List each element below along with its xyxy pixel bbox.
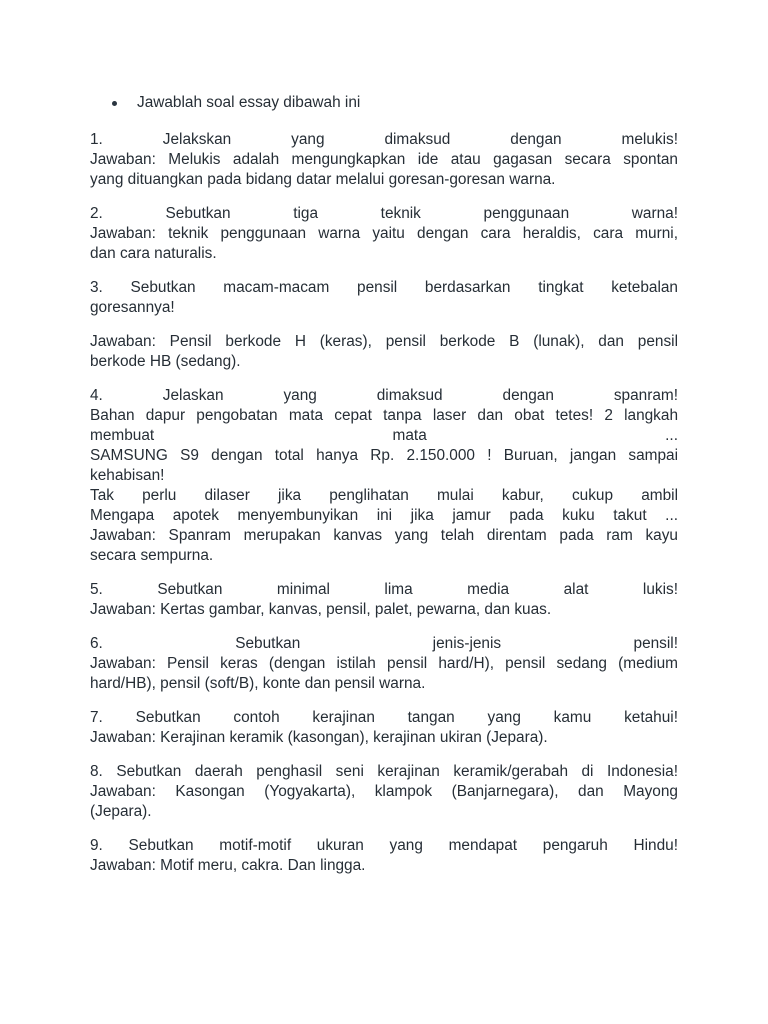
question-paragraph (90, 580, 678, 620)
bullet-heading (112, 92, 678, 114)
text-line: secara sempurna. (90, 547, 214, 564)
question-paragraph (90, 386, 678, 566)
text-line: Jawaban: Pensil berkode H (keras), pensil berkode B (lunak), dan pensil (90, 333, 678, 350)
question-paragraph (90, 762, 678, 822)
heading-text: Jawablah soal essay dibawah ini (137, 94, 361, 111)
text-line: 4. Jelaskan yang dimaksud dengan spanram! (90, 387, 678, 404)
text-line: dan cara naturalis. (90, 245, 217, 262)
text-line: Jawaban: Kertas gambar, kanvas, pensil, palet, pewarna, dan kuas. (90, 601, 552, 618)
question-paragraph (90, 204, 678, 264)
text-line: 3. Sebutkan macam-macam pensil berdasarkan tingkat ketebalan (90, 279, 678, 296)
text-line: Tak perlu dilaser jika penglihatan mulai kabur, cukup ambil (90, 487, 678, 504)
text-line: Jawaban: Motif meru, cakra. Dan lingga. (90, 857, 366, 874)
text-line: 6. Sebutkan jenis-jenis pensil! (90, 635, 678, 652)
text-line: Jawaban: Pensil keras (dengan istilah pensil hard/H), pensil sedang (medium (90, 655, 678, 672)
text-line: 2. Sebutkan tiga teknik penggunaan warna! (90, 205, 678, 222)
text-line: Jawaban: Melukis adalah mengungkapkan ide atau gagasan secara spontan (90, 151, 678, 168)
question-paragraph (90, 836, 678, 876)
text-line: 8. Sebutkan daerah penghasil seni kerajinan keramik/gerabah di Indonesia! (90, 763, 678, 780)
text-line: hard/HB), pensil (soft/B), konte dan pensil warna. (90, 675, 426, 692)
text-line: goresannya! (90, 299, 175, 316)
text-line: 1. Jelakskan yang dimaksud dengan melukis! (90, 131, 678, 148)
text-line: Bahan dapur pengobatan mata cepat tanpa laser dan obat tetes! 2 langkah (90, 407, 678, 424)
text-line: Jawaban: Kerajinan keramik (kasongan), kerajinan ukiran (Jepara). (90, 729, 548, 746)
text-line: kehabisan! (90, 467, 165, 484)
text-line: Jawaban: Spanram merupakan kanvas yang telah direntam pada ram kayu (90, 527, 678, 544)
document-content (90, 92, 678, 890)
question-paragraph (90, 634, 678, 694)
text-line: Jawaban: teknik penggunaan warna yaitu dengan cara heraldis, cara murni, (90, 225, 678, 242)
question-paragraph (90, 708, 678, 748)
text-line: 5. Sebutkan minimal lima media alat lukis! (90, 581, 678, 598)
text-line: 9. Sebutkan motif-motif ukuran yang mendapat pengaruh Hindu! (90, 837, 678, 854)
question-paragraph (90, 332, 678, 372)
text-line: Mengapa apotek menyembunyikan ini jika jamur pada kuku takut ... (90, 507, 678, 524)
text-line: membuat mata ... (90, 427, 678, 444)
question-list (90, 130, 678, 876)
text-line: Jawaban: Kasongan (Yogyakarta), klampok (Banjarnegara), dan Mayong (90, 783, 678, 800)
text-line: SAMSUNG S9 dengan total hanya Rp. 2.150.000 ! Buruan, jangan sampai (90, 447, 678, 464)
text-line: yang dituangkan pada bidang datar melalui goresan-goresan warna. (90, 171, 556, 188)
question-paragraph (90, 130, 678, 190)
bullet-icon (112, 101, 117, 106)
question-paragraph (90, 278, 678, 318)
text-line: (Jepara). (90, 803, 152, 820)
text-line: berkode HB (sedang). (90, 353, 241, 370)
text-line: 7. Sebutkan contoh kerajinan tangan yang kamu ketahui! (90, 709, 678, 726)
